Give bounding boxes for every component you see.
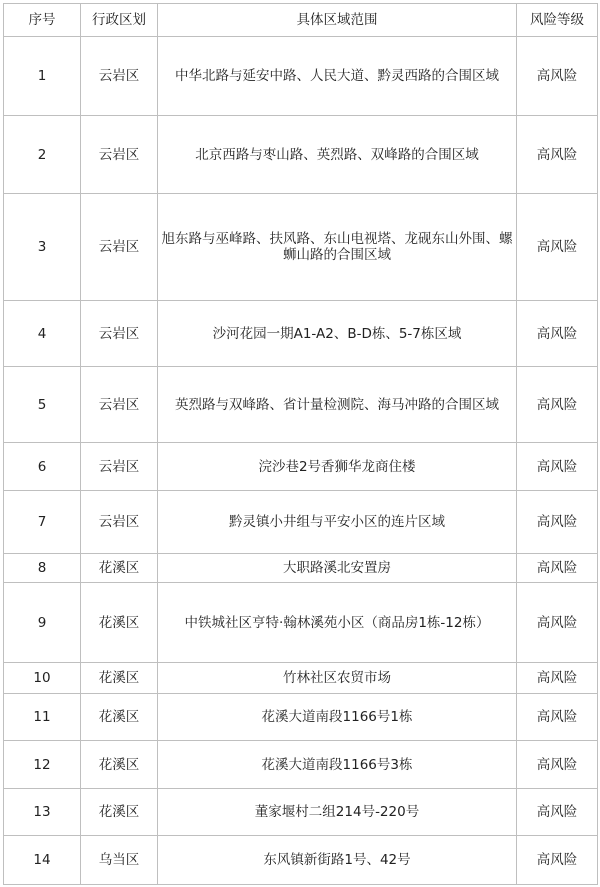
table-row: [4, 301, 598, 367]
cell-risk: 高风险: [517, 367, 598, 443]
cell-district: 花溪区: [81, 789, 158, 836]
header-risk: 风险等级: [517, 4, 598, 37]
risk-area-sheet: [3, 3, 598, 885]
table-row: [4, 194, 598, 301]
cell-area: 花溪大道南段1166号1栋: [158, 694, 517, 741]
cell-risk: 高风险: [517, 116, 598, 194]
cell-district: 花溪区: [81, 554, 158, 583]
table-row: [4, 583, 598, 663]
cell-risk: 高风险: [517, 37, 598, 116]
cell-seq: 7: [4, 491, 81, 554]
cell-risk: 高风险: [517, 194, 598, 301]
cell-risk: 高风险: [517, 663, 598, 694]
table-row: [4, 491, 598, 554]
table-row: [4, 836, 598, 885]
cell-area: 大职路溪北安置房: [158, 554, 517, 583]
cell-seq: 6: [4, 443, 81, 491]
header-seq: 序号: [4, 4, 81, 37]
cell-seq: 1: [4, 37, 81, 116]
cell-seq: 10: [4, 663, 81, 694]
cell-seq: 2: [4, 116, 81, 194]
cell-area: 沙河花园一期A1-A2、B-D栋、5-7栋区域: [158, 301, 517, 367]
table-row: [4, 789, 598, 836]
header-district: 行政区划: [81, 4, 158, 37]
cell-risk: 高风险: [517, 741, 598, 789]
cell-risk: 高风险: [517, 583, 598, 663]
table-row: [4, 367, 598, 443]
cell-risk: 高风险: [517, 443, 598, 491]
cell-seq: 4: [4, 301, 81, 367]
cell-seq: 13: [4, 789, 81, 836]
cell-district: 花溪区: [81, 694, 158, 741]
cell-area: 英烈路与双峰路、省计量检测院、海马冲路的合围区域: [158, 367, 517, 443]
risk-area-table: [3, 3, 598, 885]
cell-district: 云岩区: [81, 491, 158, 554]
table-row: [4, 443, 598, 491]
cell-district: 云岩区: [81, 116, 158, 194]
cell-district: 乌当区: [81, 836, 158, 885]
cell-risk: 高风险: [517, 694, 598, 741]
cell-area: 北京西路与枣山路、英烈路、双峰路的合围区域: [158, 116, 517, 194]
cell-district: 云岩区: [81, 443, 158, 491]
cell-risk: 高风险: [517, 301, 598, 367]
cell-risk: 高风险: [517, 554, 598, 583]
cell-risk: 高风险: [517, 789, 598, 836]
cell-area: 花溪大道南段1166号3栋: [158, 741, 517, 789]
table-row: [4, 554, 598, 583]
cell-seq: 9: [4, 583, 81, 663]
header-row: [4, 4, 598, 37]
cell-area: 旭东路与巫峰路、扶风路、东山电视塔、龙砚东山外围、螺蛳山路的合围区域: [158, 194, 517, 301]
cell-seq: 3: [4, 194, 81, 301]
table-row: [4, 694, 598, 741]
table-row: [4, 663, 598, 694]
cell-district: 花溪区: [81, 663, 158, 694]
table-row: [4, 37, 598, 116]
cell-area: 黔灵镇小井组与平安小区的连片区域: [158, 491, 517, 554]
cell-area: 竹林社区农贸市场: [158, 663, 517, 694]
cell-district: 花溪区: [81, 741, 158, 789]
cell-seq: 14: [4, 836, 81, 885]
cell-risk: 高风险: [517, 491, 598, 554]
table-row: [4, 116, 598, 194]
cell-area: 中铁城社区亨特·翰林溪苑小区（商品房1栋-12栋）: [158, 583, 517, 663]
cell-risk: 高风险: [517, 836, 598, 885]
cell-area: 浣沙巷2号香狮华龙商住楼: [158, 443, 517, 491]
cell-district: 云岩区: [81, 194, 158, 301]
cell-seq: 12: [4, 741, 81, 789]
cell-area: 中华北路与延安中路、人民大道、黔灵西路的合围区域: [158, 37, 517, 116]
cell-district: 云岩区: [81, 37, 158, 116]
table-row: [4, 741, 598, 789]
cell-district: 云岩区: [81, 301, 158, 367]
cell-area: 董家堰村二组214号-220号: [158, 789, 517, 836]
cell-district: 花溪区: [81, 583, 158, 663]
cell-seq: 8: [4, 554, 81, 583]
header-area: 具体区域范围: [158, 4, 517, 37]
cell-district: 云岩区: [81, 367, 158, 443]
cell-area: 东风镇新街路1号、42号: [158, 836, 517, 885]
cell-seq: 11: [4, 694, 81, 741]
cell-seq: 5: [4, 367, 81, 443]
